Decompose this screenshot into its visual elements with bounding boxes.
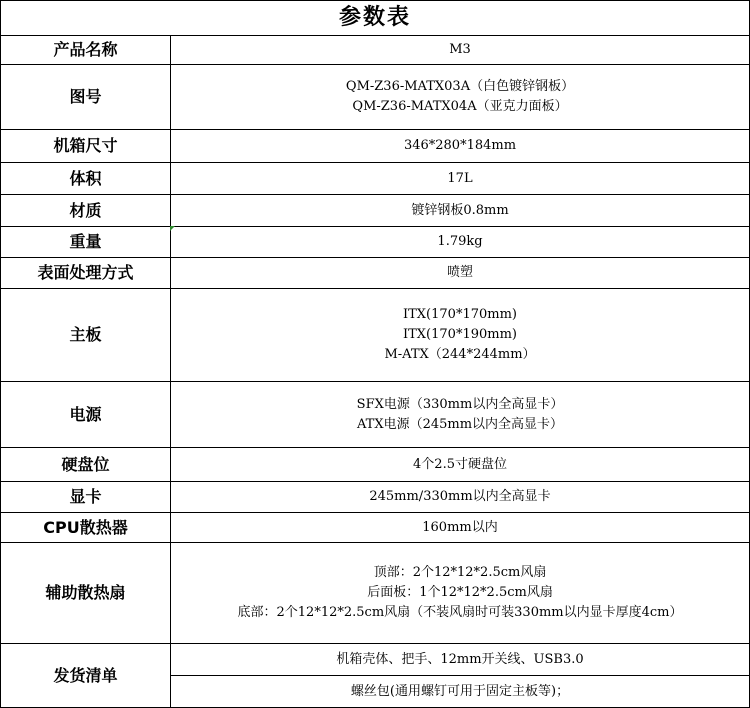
table-row [1, 513, 750, 543]
row-value-packing-list-2 [171, 676, 750, 708]
table-row [1, 36, 750, 65]
value-line: 镀锌钢板0.8mm [411, 202, 509, 218]
row-value-weight [171, 227, 750, 258]
row-label-volume: 体积 [1, 163, 171, 195]
table-row [1, 543, 750, 644]
row-label-graphics-card: 显卡 [1, 482, 171, 513]
value-line: 17L [447, 170, 473, 186]
value-line: SFX电源（330mm以内全高显卡） [356, 396, 564, 412]
table-row [1, 382, 750, 448]
row-value-aux-fans [171, 543, 750, 644]
row-value-material [171, 195, 750, 227]
value-line: M-ATX（244*244mm） [384, 347, 536, 362]
row-value-case-size [171, 130, 750, 163]
value-line: 4个2.5寸硬盘位 [413, 456, 507, 472]
row-label-drawing-number: 图号 [1, 65, 171, 130]
row-value-packing-list-1 [171, 644, 750, 676]
row-label-product-name: 产品名称 [1, 36, 171, 65]
table-row [1, 482, 750, 513]
value-line: 245mm/330mm以内全高显卡 [369, 489, 551, 504]
value-line: 1.79kg [437, 234, 483, 249]
row-label-packing-list: 发货清单 [1, 644, 171, 708]
value-line: 346*280*184mm [403, 138, 517, 153]
value-line: 喷塑 [447, 265, 474, 280]
row-value-surface-treatment [171, 258, 750, 289]
row-value-graphics-card [171, 482, 750, 513]
value-line: M3 [449, 42, 471, 57]
table-row [1, 448, 750, 482]
table-title: 参数表 [1, 1, 750, 36]
value-line: ATX电源（245mm以内全高显卡） [356, 416, 564, 432]
value-line: ITX(170*190mm) [403, 327, 517, 342]
row-label-material: 材质 [1, 195, 171, 227]
row-label-power-supply: 电源 [1, 382, 171, 448]
table-row [1, 227, 750, 258]
row-label-aux-fans: 辅助散热扇 [1, 543, 171, 644]
row-value-motherboard [171, 289, 750, 382]
table-row [1, 289, 750, 382]
table-row [1, 65, 750, 130]
row-label-surface-treatment: 表面处理方式 [1, 258, 171, 289]
table-row [1, 195, 750, 227]
row-value-cpu-cooler [171, 513, 750, 543]
row-label-weight: 重量 [1, 227, 171, 258]
value-line: 顶部：2个12*12*2.5cm风扇 [373, 565, 547, 580]
row-label-cpu-cooler: CPU散热器 [1, 513, 171, 543]
value-line: 机箱壳体、把手、12mm开关线、USB3.0 [336, 651, 584, 667]
table-row [1, 258, 750, 289]
row-value-volume [171, 163, 750, 195]
row-value-drive-bays [171, 448, 750, 482]
value-line: 底部：2个12*12*2.5cm风扇（不装风扇时可装330mm以内显卡厚度4cm） [237, 605, 683, 620]
row-value-power-supply [171, 382, 750, 448]
value-line: 160mm以内 [422, 519, 498, 535]
value-line: QM-Z36-MATX04A（亚克力面板） [352, 99, 568, 114]
row-value-drawing-number [171, 65, 750, 130]
table-row [1, 130, 750, 163]
row-value-product-name [171, 36, 750, 65]
row-label-drive-bays: 硬盘位 [1, 448, 171, 482]
title-row [1, 1, 750, 36]
row-label-motherboard: 主板 [1, 289, 171, 382]
value-line: ITX(170*170mm) [403, 307, 517, 322]
table-row [1, 163, 750, 195]
cell-comment-marker [170, 226, 175, 231]
table-row [1, 644, 750, 676]
value-line: 后面板：1个12*12*2.5cm风扇 [367, 585, 553, 600]
row-label-case-size: 机箱尺寸 [1, 130, 171, 163]
value-line: 螺丝包(通用螺钉可用于固定主板等)； [350, 683, 570, 699]
value-line: QM-Z36-MATX03A（白色镀锌钢板） [345, 79, 575, 94]
